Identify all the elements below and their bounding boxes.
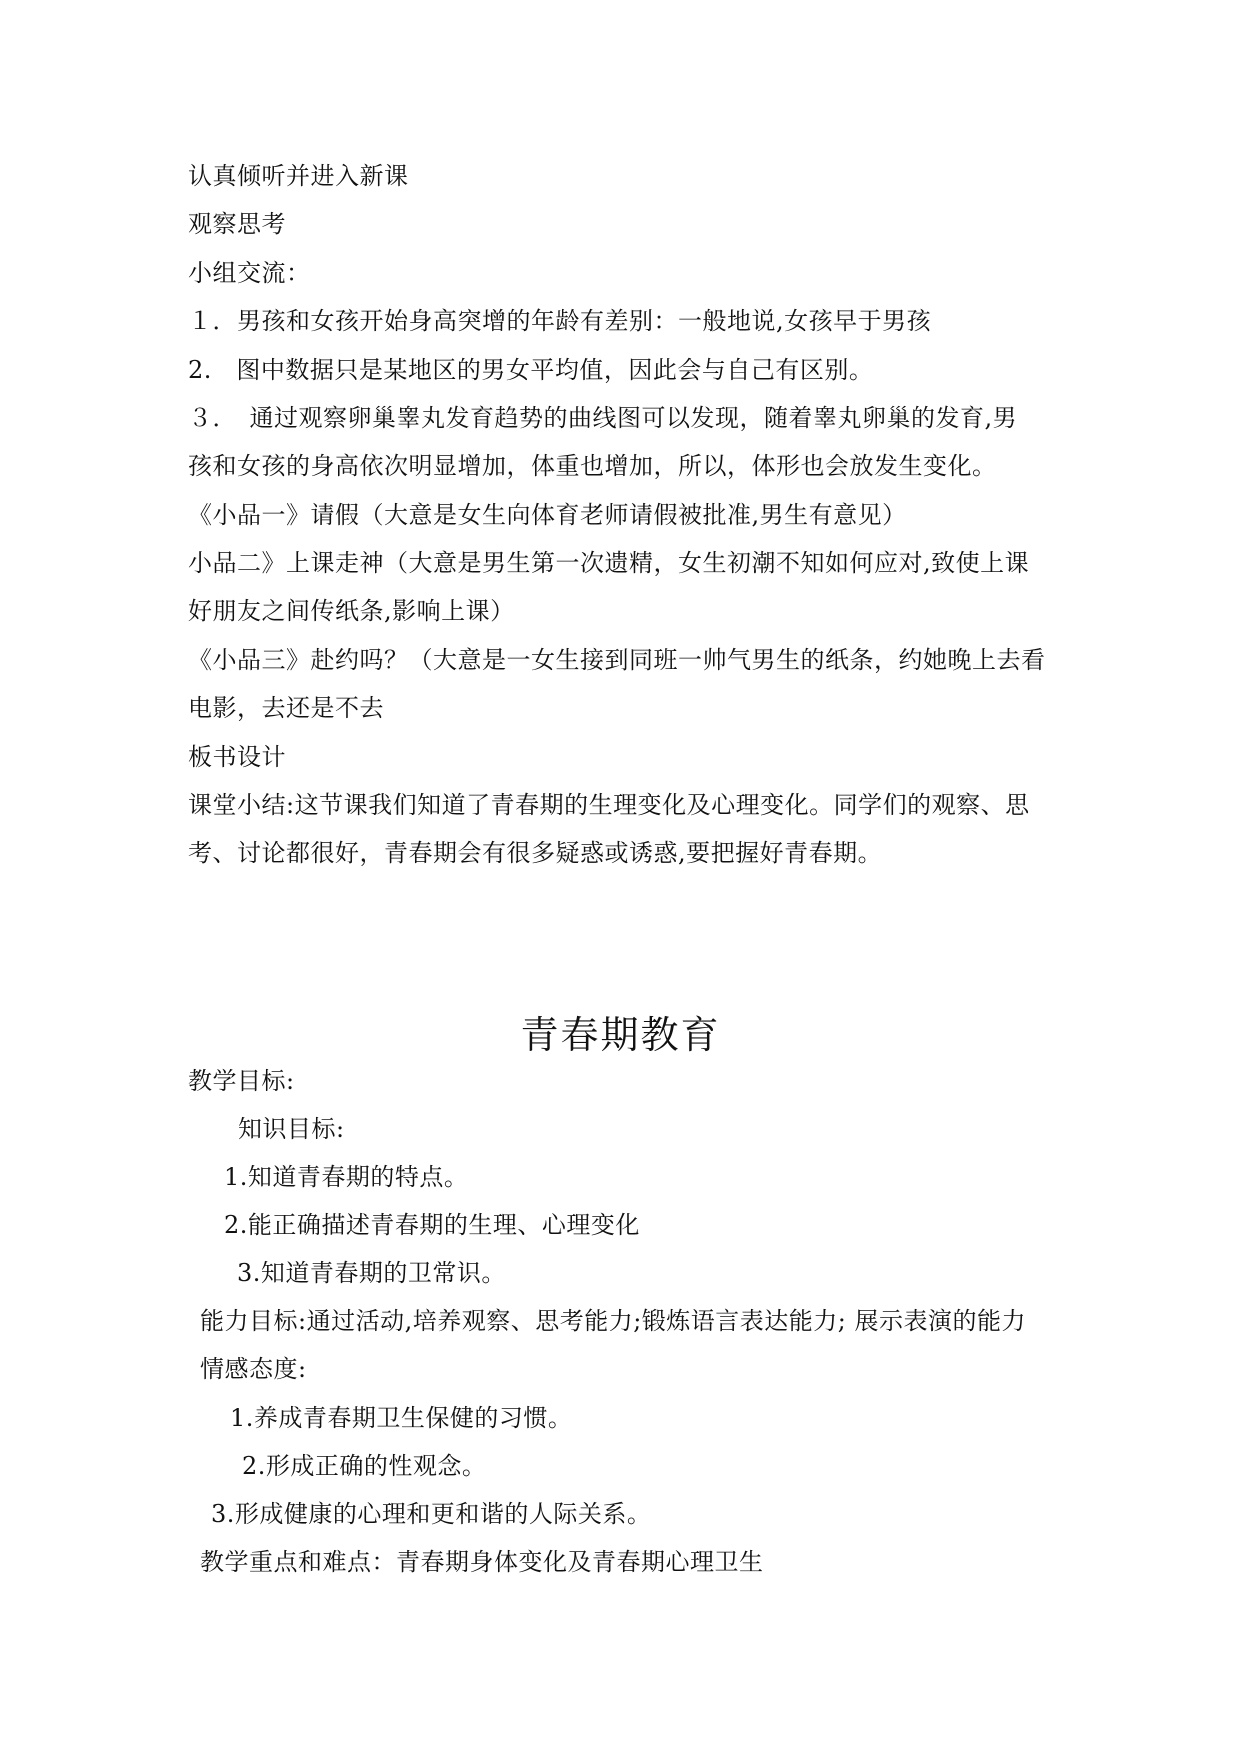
text-line: 孩和女孩的身高依次明显增加，体重也增加，所以，体形也会放发生变化。 <box>188 452 997 480</box>
text-line: 2.能正确描述青春期的生理、心理变化 <box>224 1211 640 1239</box>
text-line: 电影，去还是不去 <box>188 694 384 722</box>
text-line: 《小品三》赴约吗？（大意是一女生接到同班一帅气男生的纸条，约她晚上去看 <box>188 646 1046 674</box>
text-line: 好朋友之间传纸条,影响上课） <box>188 597 515 625</box>
text-line: 2.形成正确的性观念。 <box>242 1452 487 1480</box>
text-line: 考、讨论都很好，青春期会有很多疑惑或诱惑,要把握好青春期。 <box>188 839 883 867</box>
text-line: 观察思考 <box>188 210 286 238</box>
text-line: 小品二》上课走神（大意是男生第一次遗精，女生初潮不知如何应对,致使上课 <box>188 549 1030 577</box>
text-line: 2. 图中数据只是某地区的男女平均值，因此会与自己有区别。 <box>188 356 874 384</box>
text-line: １．男孩和女孩开始身高突增的年龄有差别：一般地说,女孩早于男孩 <box>188 307 932 335</box>
text-line: 3.知道青春期的卫常识。 <box>237 1259 506 1287</box>
text-line: 情感态度: <box>200 1355 307 1383</box>
text-line: 能力目标:通过活动,培养观察、思考能力;锻炼语言表达能力; 展示表演的能力 <box>200 1307 1027 1335</box>
text-line: 1.养成青春期卫生保健的习惯。 <box>230 1404 573 1432</box>
text-line: 认真倾听并进入新课 <box>188 162 409 190</box>
text-line: ３． 通过观察卵巢睾丸发育趋势的曲线图可以发现，随着睾丸卵巢的发育,男 <box>188 404 1018 432</box>
text-line: 3.形成健康的心理和更和谐的人际关系。 <box>211 1500 652 1528</box>
text-line: 1.知道青春期的特点。 <box>224 1163 469 1191</box>
text-line: 知识目标: <box>238 1115 345 1143</box>
text-line: 教学目标: <box>188 1067 295 1095</box>
text-line: 板书设计 <box>188 743 286 771</box>
text-line: 小组交流： <box>188 259 311 287</box>
text-line: 教学重点和难点：青春期身体变化及青春期心理卫生 <box>200 1548 764 1576</box>
page-title: 青春期教育 <box>520 1013 721 1057</box>
text-line: 课堂小结:这节课我们知道了青春期的生理变化及心理变化。同学们的观察、思 <box>188 791 1030 819</box>
text-line: 《小品一》请假（大意是女生向体育老师请假被批准,男生有意见） <box>188 501 907 529</box>
